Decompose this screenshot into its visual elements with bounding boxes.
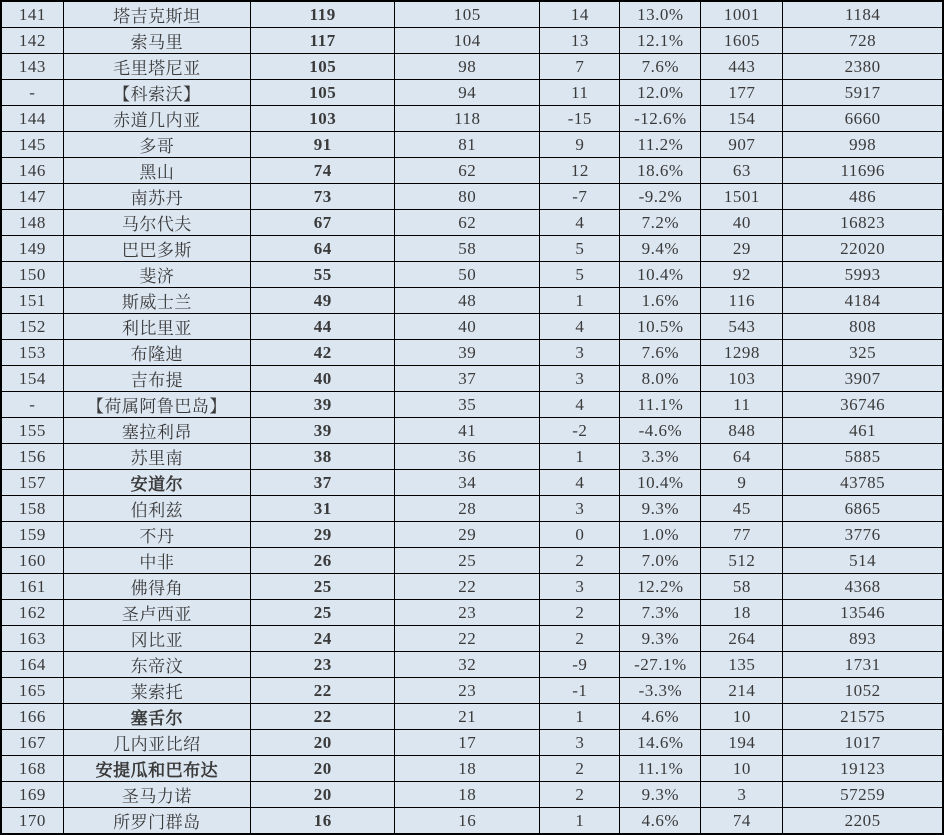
change-percent-cell: 10.4% <box>620 262 701 288</box>
change-percent-cell: 12.0% <box>620 80 701 106</box>
metric-b-cell: 3776 <box>783 522 943 548</box>
metric-b-cell: 1184 <box>783 1 943 28</box>
table-row <box>1 106 943 132</box>
highlight-value-cell: 67 <box>251 210 395 236</box>
change-cell: 4 <box>540 392 620 418</box>
change-percent-cell: 9.3% <box>620 782 701 808</box>
rank-cell: 154 <box>1 366 63 392</box>
metric-b-cell: 1731 <box>783 652 943 678</box>
metric-b-cell: 4184 <box>783 288 943 314</box>
change-cell: 12 <box>540 158 620 184</box>
change-percent-cell: 9.3% <box>620 496 701 522</box>
metric-a-cell: 58 <box>701 574 783 600</box>
metric-b-cell: 461 <box>783 418 943 444</box>
country-name-cell: 塞拉利昂 <box>63 418 250 444</box>
table-row <box>1 236 943 262</box>
metric-b-cell: 893 <box>783 626 943 652</box>
metric-b-cell: 2380 <box>783 54 943 80</box>
change-cell: 3 <box>540 366 620 392</box>
rank-cell: 149 <box>1 236 63 262</box>
table-row <box>1 262 943 288</box>
metric-b-cell: 19123 <box>783 756 943 782</box>
change-percent-cell: 4.6% <box>620 808 701 835</box>
metric-a-cell: 63 <box>701 158 783 184</box>
change-percent-cell: 3.3% <box>620 444 701 470</box>
previous-value-cell: 98 <box>395 54 540 80</box>
rank-cell: - <box>1 80 63 106</box>
change-percent-cell: -9.2% <box>620 184 701 210</box>
previous-value-cell: 39 <box>395 340 540 366</box>
metric-b-cell: 36746 <box>783 392 943 418</box>
highlight-value-cell: 103 <box>251 106 395 132</box>
metric-a-cell: 848 <box>701 418 783 444</box>
previous-value-cell: 34 <box>395 470 540 496</box>
change-cell: -9 <box>540 652 620 678</box>
metric-b-cell: 486 <box>783 184 943 210</box>
country-name-cell: 圣马力诺 <box>63 782 250 808</box>
table-row <box>1 782 943 808</box>
rank-cell: 158 <box>1 496 63 522</box>
change-cell: -1 <box>540 678 620 704</box>
highlight-value-cell: 105 <box>251 80 395 106</box>
country-name-cell: 佛得角 <box>63 574 250 600</box>
highlight-value-cell: 49 <box>251 288 395 314</box>
table-row <box>1 288 943 314</box>
highlight-value-cell: 38 <box>251 444 395 470</box>
previous-value-cell: 25 <box>395 548 540 574</box>
change-percent-cell: 8.0% <box>620 366 701 392</box>
change-percent-cell: 1.0% <box>620 522 701 548</box>
change-cell: 14 <box>540 1 620 28</box>
metric-b-cell: 21575 <box>783 704 943 730</box>
previous-value-cell: 62 <box>395 210 540 236</box>
metric-a-cell: 116 <box>701 288 783 314</box>
previous-value-cell: 41 <box>395 418 540 444</box>
metric-b-cell: 2205 <box>783 808 943 835</box>
previous-value-cell: 36 <box>395 444 540 470</box>
country-name-cell: 东帝汶 <box>63 652 250 678</box>
change-cell: 1 <box>540 444 620 470</box>
rank-cell: 146 <box>1 158 63 184</box>
metric-b-cell: 6660 <box>783 106 943 132</box>
metric-b-cell: 22020 <box>783 236 943 262</box>
change-cell: 3 <box>540 496 620 522</box>
rank-cell: 164 <box>1 652 63 678</box>
change-cell: 2 <box>540 600 620 626</box>
change-percent-cell: 11.1% <box>620 392 701 418</box>
metric-a-cell: 1501 <box>701 184 783 210</box>
metric-b-cell: 11696 <box>783 158 943 184</box>
country-name-cell: 苏里南 <box>63 444 250 470</box>
table-row <box>1 548 943 574</box>
rank-cell: 156 <box>1 444 63 470</box>
metric-a-cell: 92 <box>701 262 783 288</box>
change-cell: 2 <box>540 756 620 782</box>
rank-cell: 162 <box>1 600 63 626</box>
highlight-value-cell: 55 <box>251 262 395 288</box>
metric-b-cell: 728 <box>783 28 943 54</box>
table-row <box>1 314 943 340</box>
metric-b-cell: 5993 <box>783 262 943 288</box>
rank-cell: 167 <box>1 730 63 756</box>
change-cell: 1 <box>540 288 620 314</box>
previous-value-cell: 104 <box>395 28 540 54</box>
country-name-cell: 斐济 <box>63 262 250 288</box>
change-cell: 7 <box>540 54 620 80</box>
table-row <box>1 392 943 418</box>
table-row <box>1 600 943 626</box>
metric-b-cell: 57259 <box>783 782 943 808</box>
rank-cell: 141 <box>1 1 63 28</box>
highlight-value-cell: 119 <box>251 1 395 28</box>
highlight-value-cell: 22 <box>251 704 395 730</box>
change-percent-cell: -3.3% <box>620 678 701 704</box>
metric-a-cell: 103 <box>701 366 783 392</box>
previous-value-cell: 81 <box>395 132 540 158</box>
previous-value-cell: 32 <box>395 652 540 678</box>
highlight-value-cell: 37 <box>251 470 395 496</box>
highlight-value-cell: 64 <box>251 236 395 262</box>
previous-value-cell: 94 <box>395 80 540 106</box>
metric-b-cell: 514 <box>783 548 943 574</box>
previous-value-cell: 35 <box>395 392 540 418</box>
metric-a-cell: 18 <box>701 600 783 626</box>
change-cell: 4 <box>540 210 620 236</box>
previous-value-cell: 17 <box>395 730 540 756</box>
country-name-cell: 布隆迪 <box>63 340 250 366</box>
table-row <box>1 522 943 548</box>
previous-value-cell: 48 <box>395 288 540 314</box>
country-name-cell: 南苏丹 <box>63 184 250 210</box>
change-cell: 1 <box>540 808 620 835</box>
highlight-value-cell: 20 <box>251 756 395 782</box>
previous-value-cell: 28 <box>395 496 540 522</box>
country-name-cell: 【荷属阿鲁巴岛】 <box>63 392 250 418</box>
metric-b-cell: 6865 <box>783 496 943 522</box>
country-name-cell: 中非 <box>63 548 250 574</box>
country-name-cell: 安提瓜和巴布达 <box>63 756 250 782</box>
previous-value-cell: 23 <box>395 600 540 626</box>
highlight-value-cell: 26 <box>251 548 395 574</box>
country-name-cell: 【科索沃】 <box>63 80 250 106</box>
country-name-cell: 圣卢西亚 <box>63 600 250 626</box>
rank-cell: 159 <box>1 522 63 548</box>
change-cell: 11 <box>540 80 620 106</box>
previous-value-cell: 22 <box>395 574 540 600</box>
metric-a-cell: 74 <box>701 808 783 835</box>
highlight-value-cell: 40 <box>251 366 395 392</box>
metric-a-cell: 64 <box>701 444 783 470</box>
metric-b-cell: 5917 <box>783 80 943 106</box>
metric-a-cell: 512 <box>701 548 783 574</box>
table-row <box>1 184 943 210</box>
highlight-value-cell: 24 <box>251 626 395 652</box>
highlight-value-cell: 117 <box>251 28 395 54</box>
metric-b-cell: 808 <box>783 314 943 340</box>
metric-a-cell: 214 <box>701 678 783 704</box>
change-cell: -7 <box>540 184 620 210</box>
country-name-cell: 马尔代夫 <box>63 210 250 236</box>
change-percent-cell: 4.6% <box>620 704 701 730</box>
rank-cell: 148 <box>1 210 63 236</box>
rank-cell: 160 <box>1 548 63 574</box>
rank-cell: - <box>1 392 63 418</box>
change-cell: 2 <box>540 548 620 574</box>
change-percent-cell: 7.6% <box>620 340 701 366</box>
table-row <box>1 574 943 600</box>
previous-value-cell: 58 <box>395 236 540 262</box>
change-percent-cell: 1.6% <box>620 288 701 314</box>
metric-b-cell: 3907 <box>783 366 943 392</box>
highlight-value-cell: 16 <box>251 808 395 835</box>
metric-a-cell: 3 <box>701 782 783 808</box>
change-percent-cell: 11.2% <box>620 132 701 158</box>
metric-b-cell: 5885 <box>783 444 943 470</box>
change-cell: 2 <box>540 626 620 652</box>
change-percent-cell: 9.3% <box>620 626 701 652</box>
highlight-value-cell: 31 <box>251 496 395 522</box>
highlight-value-cell: 91 <box>251 132 395 158</box>
change-percent-cell: 12.2% <box>620 574 701 600</box>
highlight-value-cell: 42 <box>251 340 395 366</box>
change-percent-cell: 9.4% <box>620 236 701 262</box>
change-percent-cell: 7.6% <box>620 54 701 80</box>
highlight-value-cell: 25 <box>251 600 395 626</box>
table-row <box>1 704 943 730</box>
metric-a-cell: 77 <box>701 522 783 548</box>
metric-a-cell: 177 <box>701 80 783 106</box>
highlight-value-cell: 105 <box>251 54 395 80</box>
previous-value-cell: 18 <box>395 782 540 808</box>
previous-value-cell: 23 <box>395 678 540 704</box>
rank-cell: 163 <box>1 626 63 652</box>
rank-cell: 170 <box>1 808 63 835</box>
rank-cell: 168 <box>1 756 63 782</box>
rank-cell: 145 <box>1 132 63 158</box>
change-percent-cell: 7.0% <box>620 548 701 574</box>
highlight-value-cell: 20 <box>251 730 395 756</box>
table-row <box>1 210 943 236</box>
metric-a-cell: 1605 <box>701 28 783 54</box>
country-name-cell: 几内亚比绍 <box>63 730 250 756</box>
highlight-value-cell: 39 <box>251 392 395 418</box>
change-percent-cell: 7.3% <box>620 600 701 626</box>
country-name-cell: 吉布提 <box>63 366 250 392</box>
change-cell: 5 <box>540 262 620 288</box>
previous-value-cell: 21 <box>395 704 540 730</box>
previous-value-cell: 62 <box>395 158 540 184</box>
change-percent-cell: 12.1% <box>620 28 701 54</box>
rank-cell: 147 <box>1 184 63 210</box>
metric-b-cell: 1052 <box>783 678 943 704</box>
table-row <box>1 626 943 652</box>
previous-value-cell: 22 <box>395 626 540 652</box>
metric-b-cell: 325 <box>783 340 943 366</box>
metric-a-cell: 40 <box>701 210 783 236</box>
change-percent-cell: -4.6% <box>620 418 701 444</box>
metric-b-cell: 16823 <box>783 210 943 236</box>
country-name-cell: 伯利兹 <box>63 496 250 522</box>
highlight-value-cell: 44 <box>251 314 395 340</box>
previous-value-cell: 40 <box>395 314 540 340</box>
rank-cell: 142 <box>1 28 63 54</box>
table-body <box>1 1 943 834</box>
country-name-cell: 莱索托 <box>63 678 250 704</box>
metric-b-cell: 13546 <box>783 600 943 626</box>
country-name-cell: 利比里亚 <box>63 314 250 340</box>
table-row <box>1 366 943 392</box>
rank-cell: 151 <box>1 288 63 314</box>
table-row <box>1 678 943 704</box>
table-row <box>1 28 943 54</box>
country-name-cell: 巴巴多斯 <box>63 236 250 262</box>
table-row <box>1 1 943 28</box>
highlight-value-cell: 73 <box>251 184 395 210</box>
change-cell: 4 <box>540 470 620 496</box>
change-cell: 9 <box>540 132 620 158</box>
table-row <box>1 418 943 444</box>
metric-b-cell: 1017 <box>783 730 943 756</box>
country-name-cell: 塔吉克斯坦 <box>63 1 250 28</box>
country-name-cell: 塞舌尔 <box>63 704 250 730</box>
rank-cell: 143 <box>1 54 63 80</box>
previous-value-cell: 118 <box>395 106 540 132</box>
change-percent-cell: 11.1% <box>620 756 701 782</box>
change-percent-cell: 7.2% <box>620 210 701 236</box>
metric-a-cell: 264 <box>701 626 783 652</box>
change-cell: 2 <box>540 782 620 808</box>
metric-a-cell: 9 <box>701 470 783 496</box>
metric-a-cell: 29 <box>701 236 783 262</box>
country-name-cell: 斯威士兰 <box>63 288 250 314</box>
metric-a-cell: 1298 <box>701 340 783 366</box>
table-row <box>1 808 943 835</box>
previous-value-cell: 18 <box>395 756 540 782</box>
change-percent-cell: 18.6% <box>620 158 701 184</box>
previous-value-cell: 29 <box>395 522 540 548</box>
highlight-value-cell: 74 <box>251 158 395 184</box>
rank-cell: 166 <box>1 704 63 730</box>
rank-cell: 169 <box>1 782 63 808</box>
highlight-value-cell: 39 <box>251 418 395 444</box>
change-percent-cell: 13.0% <box>620 1 701 28</box>
table-row <box>1 652 943 678</box>
country-name-cell: 不丹 <box>63 522 250 548</box>
rank-cell: 157 <box>1 470 63 496</box>
change-percent-cell: -27.1% <box>620 652 701 678</box>
change-cell: 0 <box>540 522 620 548</box>
change-percent-cell: 10.5% <box>620 314 701 340</box>
change-cell: 1 <box>540 704 620 730</box>
country-name-cell: 索马里 <box>63 28 250 54</box>
highlight-value-cell: 29 <box>251 522 395 548</box>
previous-value-cell: 37 <box>395 366 540 392</box>
rank-cell: 152 <box>1 314 63 340</box>
table-row <box>1 158 943 184</box>
table-row <box>1 54 943 80</box>
previous-value-cell: 105 <box>395 1 540 28</box>
metric-a-cell: 10 <box>701 756 783 782</box>
table-row <box>1 132 943 158</box>
metric-a-cell: 194 <box>701 730 783 756</box>
previous-value-cell: 50 <box>395 262 540 288</box>
change-percent-cell: 10.4% <box>620 470 701 496</box>
change-cell: 5 <box>540 236 620 262</box>
table-row <box>1 340 943 366</box>
rank-cell: 165 <box>1 678 63 704</box>
rank-cell: 150 <box>1 262 63 288</box>
country-name-cell: 赤道几内亚 <box>63 106 250 132</box>
change-cell: 3 <box>540 340 620 366</box>
change-cell: 4 <box>540 314 620 340</box>
country-name-cell: 毛里塔尼亚 <box>63 54 250 80</box>
rank-cell: 161 <box>1 574 63 600</box>
table-row <box>1 756 943 782</box>
rank-cell: 155 <box>1 418 63 444</box>
metric-a-cell: 907 <box>701 132 783 158</box>
rank-cell: 144 <box>1 106 63 132</box>
table-row <box>1 80 943 106</box>
table-row <box>1 444 943 470</box>
country-name-cell: 安道尔 <box>63 470 250 496</box>
previous-value-cell: 80 <box>395 184 540 210</box>
table-row <box>1 496 943 522</box>
change-cell: -15 <box>540 106 620 132</box>
metric-a-cell: 11 <box>701 392 783 418</box>
metric-a-cell: 1001 <box>701 1 783 28</box>
metric-b-cell: 43785 <box>783 470 943 496</box>
metric-a-cell: 154 <box>701 106 783 132</box>
metric-b-cell: 998 <box>783 132 943 158</box>
table-row <box>1 470 943 496</box>
highlight-value-cell: 20 <box>251 782 395 808</box>
country-name-cell: 多哥 <box>63 132 250 158</box>
highlight-value-cell: 25 <box>251 574 395 600</box>
change-cell: -2 <box>540 418 620 444</box>
metric-b-cell: 4368 <box>783 574 943 600</box>
change-cell: 3 <box>540 730 620 756</box>
change-cell: 13 <box>540 28 620 54</box>
metric-a-cell: 443 <box>701 54 783 80</box>
country-name-cell: 所罗门群岛 <box>63 808 250 835</box>
metric-a-cell: 45 <box>701 496 783 522</box>
change-percent-cell: 14.6% <box>620 730 701 756</box>
country-name-cell: 黑山 <box>63 158 250 184</box>
table-row <box>1 730 943 756</box>
previous-value-cell: 16 <box>395 808 540 835</box>
rank-cell: 153 <box>1 340 63 366</box>
metric-a-cell: 135 <box>701 652 783 678</box>
metric-a-cell: 10 <box>701 704 783 730</box>
change-percent-cell: -12.6% <box>620 106 701 132</box>
change-cell: 3 <box>540 574 620 600</box>
highlight-value-cell: 23 <box>251 652 395 678</box>
country-name-cell: 冈比亚 <box>63 626 250 652</box>
highlight-value-cell: 22 <box>251 678 395 704</box>
metric-a-cell: 543 <box>701 314 783 340</box>
